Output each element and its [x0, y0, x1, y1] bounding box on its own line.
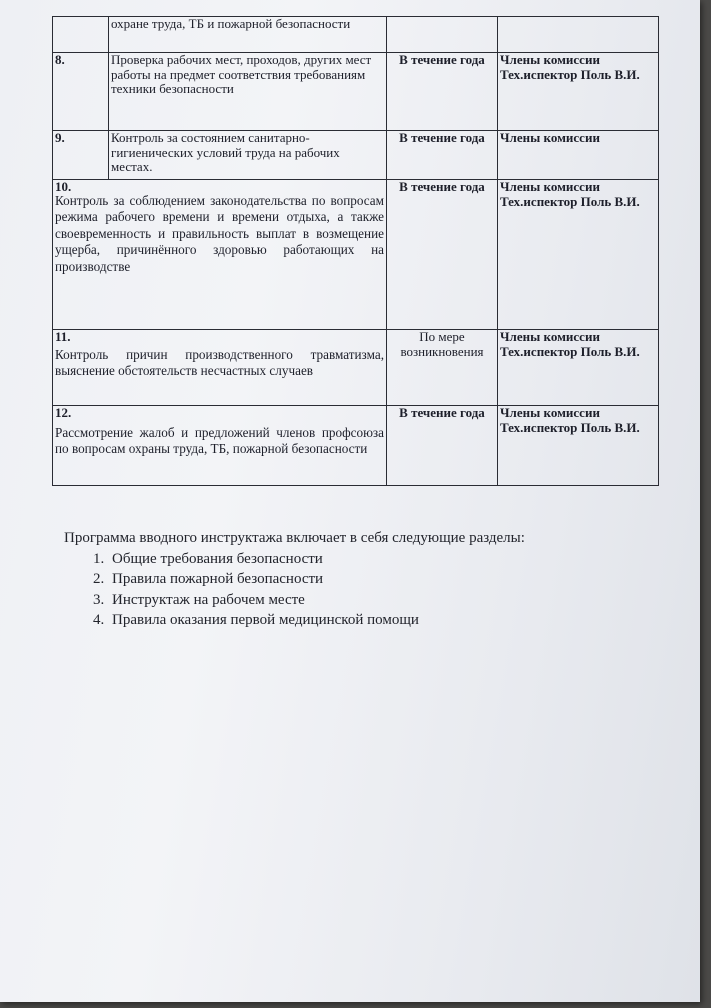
table-row	[53, 180, 659, 330]
row-number	[53, 406, 387, 486]
row-number: 9.	[53, 131, 109, 180]
program-list	[64, 549, 525, 631]
row-responsible: Члены комиссии Тех.испектор Поль В.И.	[498, 330, 659, 406]
list-item: 2. Правила пожарной безопасности	[108, 569, 525, 590]
row-description: Проверка рабочих мест, проходов, других мест работы на предмет соответствия требованиям техники безопасности	[109, 53, 387, 131]
row-number	[53, 180, 387, 330]
row-deadline: В течение года	[387, 180, 498, 330]
table-row	[53, 406, 659, 486]
row-description: Рассмотрение жалоб и предложений членов профсоюза по вопросам охраны труда, ТБ, пожарной безопасности	[55, 424, 384, 457]
row-deadline: В течение года	[387, 131, 498, 180]
row-deadline: По мере возникновения	[387, 330, 498, 406]
row-number-label: 11.	[55, 329, 71, 344]
row-description: охране труда, ТБ и пожарной безопасности	[109, 17, 387, 53]
list-item: 3. Инструктаж на рабочем месте	[108, 590, 525, 611]
program-intro: Программа вводного инструктажа включает в себя следующие разделы:	[64, 530, 525, 546]
row-deadline	[387, 17, 498, 53]
row-description: Контроль за состоянием санитарно-гигиенических условий труда на рабочих местах.	[109, 131, 387, 180]
row-responsible: Члены комиссии Тех.испектор Поль В.И.	[498, 406, 659, 486]
row-number-label: 10.	[55, 179, 72, 194]
row-description: Контроль причин производственного травматизма, выяснение обстоятельств несчастных случаев	[55, 346, 384, 379]
table-row	[53, 330, 659, 406]
row-number	[53, 330, 387, 406]
row-responsible: Члены комиссии Тех.испектор Поль В.И.	[498, 53, 659, 131]
row-number	[53, 17, 109, 53]
list-item: 4. Правила оказания первой медицинской помощи	[108, 610, 525, 631]
induction-program	[64, 528, 525, 631]
list-item: 1. Общие требования безопасности	[108, 549, 525, 570]
table-row	[53, 53, 659, 131]
row-deadline: В течение года	[387, 53, 498, 131]
row-responsible: Члены комиссии Тех.испектор Поль В.И.	[498, 180, 659, 330]
row-number-label: 12.	[55, 405, 72, 420]
table-row	[53, 17, 659, 53]
row-number: 8.	[53, 53, 109, 131]
activity-table	[52, 16, 659, 486]
row-responsible	[498, 17, 659, 53]
row-responsible: Члены комиссии	[498, 131, 659, 180]
table-row	[53, 131, 659, 180]
row-description: Контроль за соблюдением законодательства по вопросам режима рабочего времени и времени отдыха, а также своевременность и правильность выплат в возмещение ущерба, причинённого здоровью работающих на производстве	[55, 192, 384, 274]
row-deadline: В течение года	[387, 406, 498, 486]
